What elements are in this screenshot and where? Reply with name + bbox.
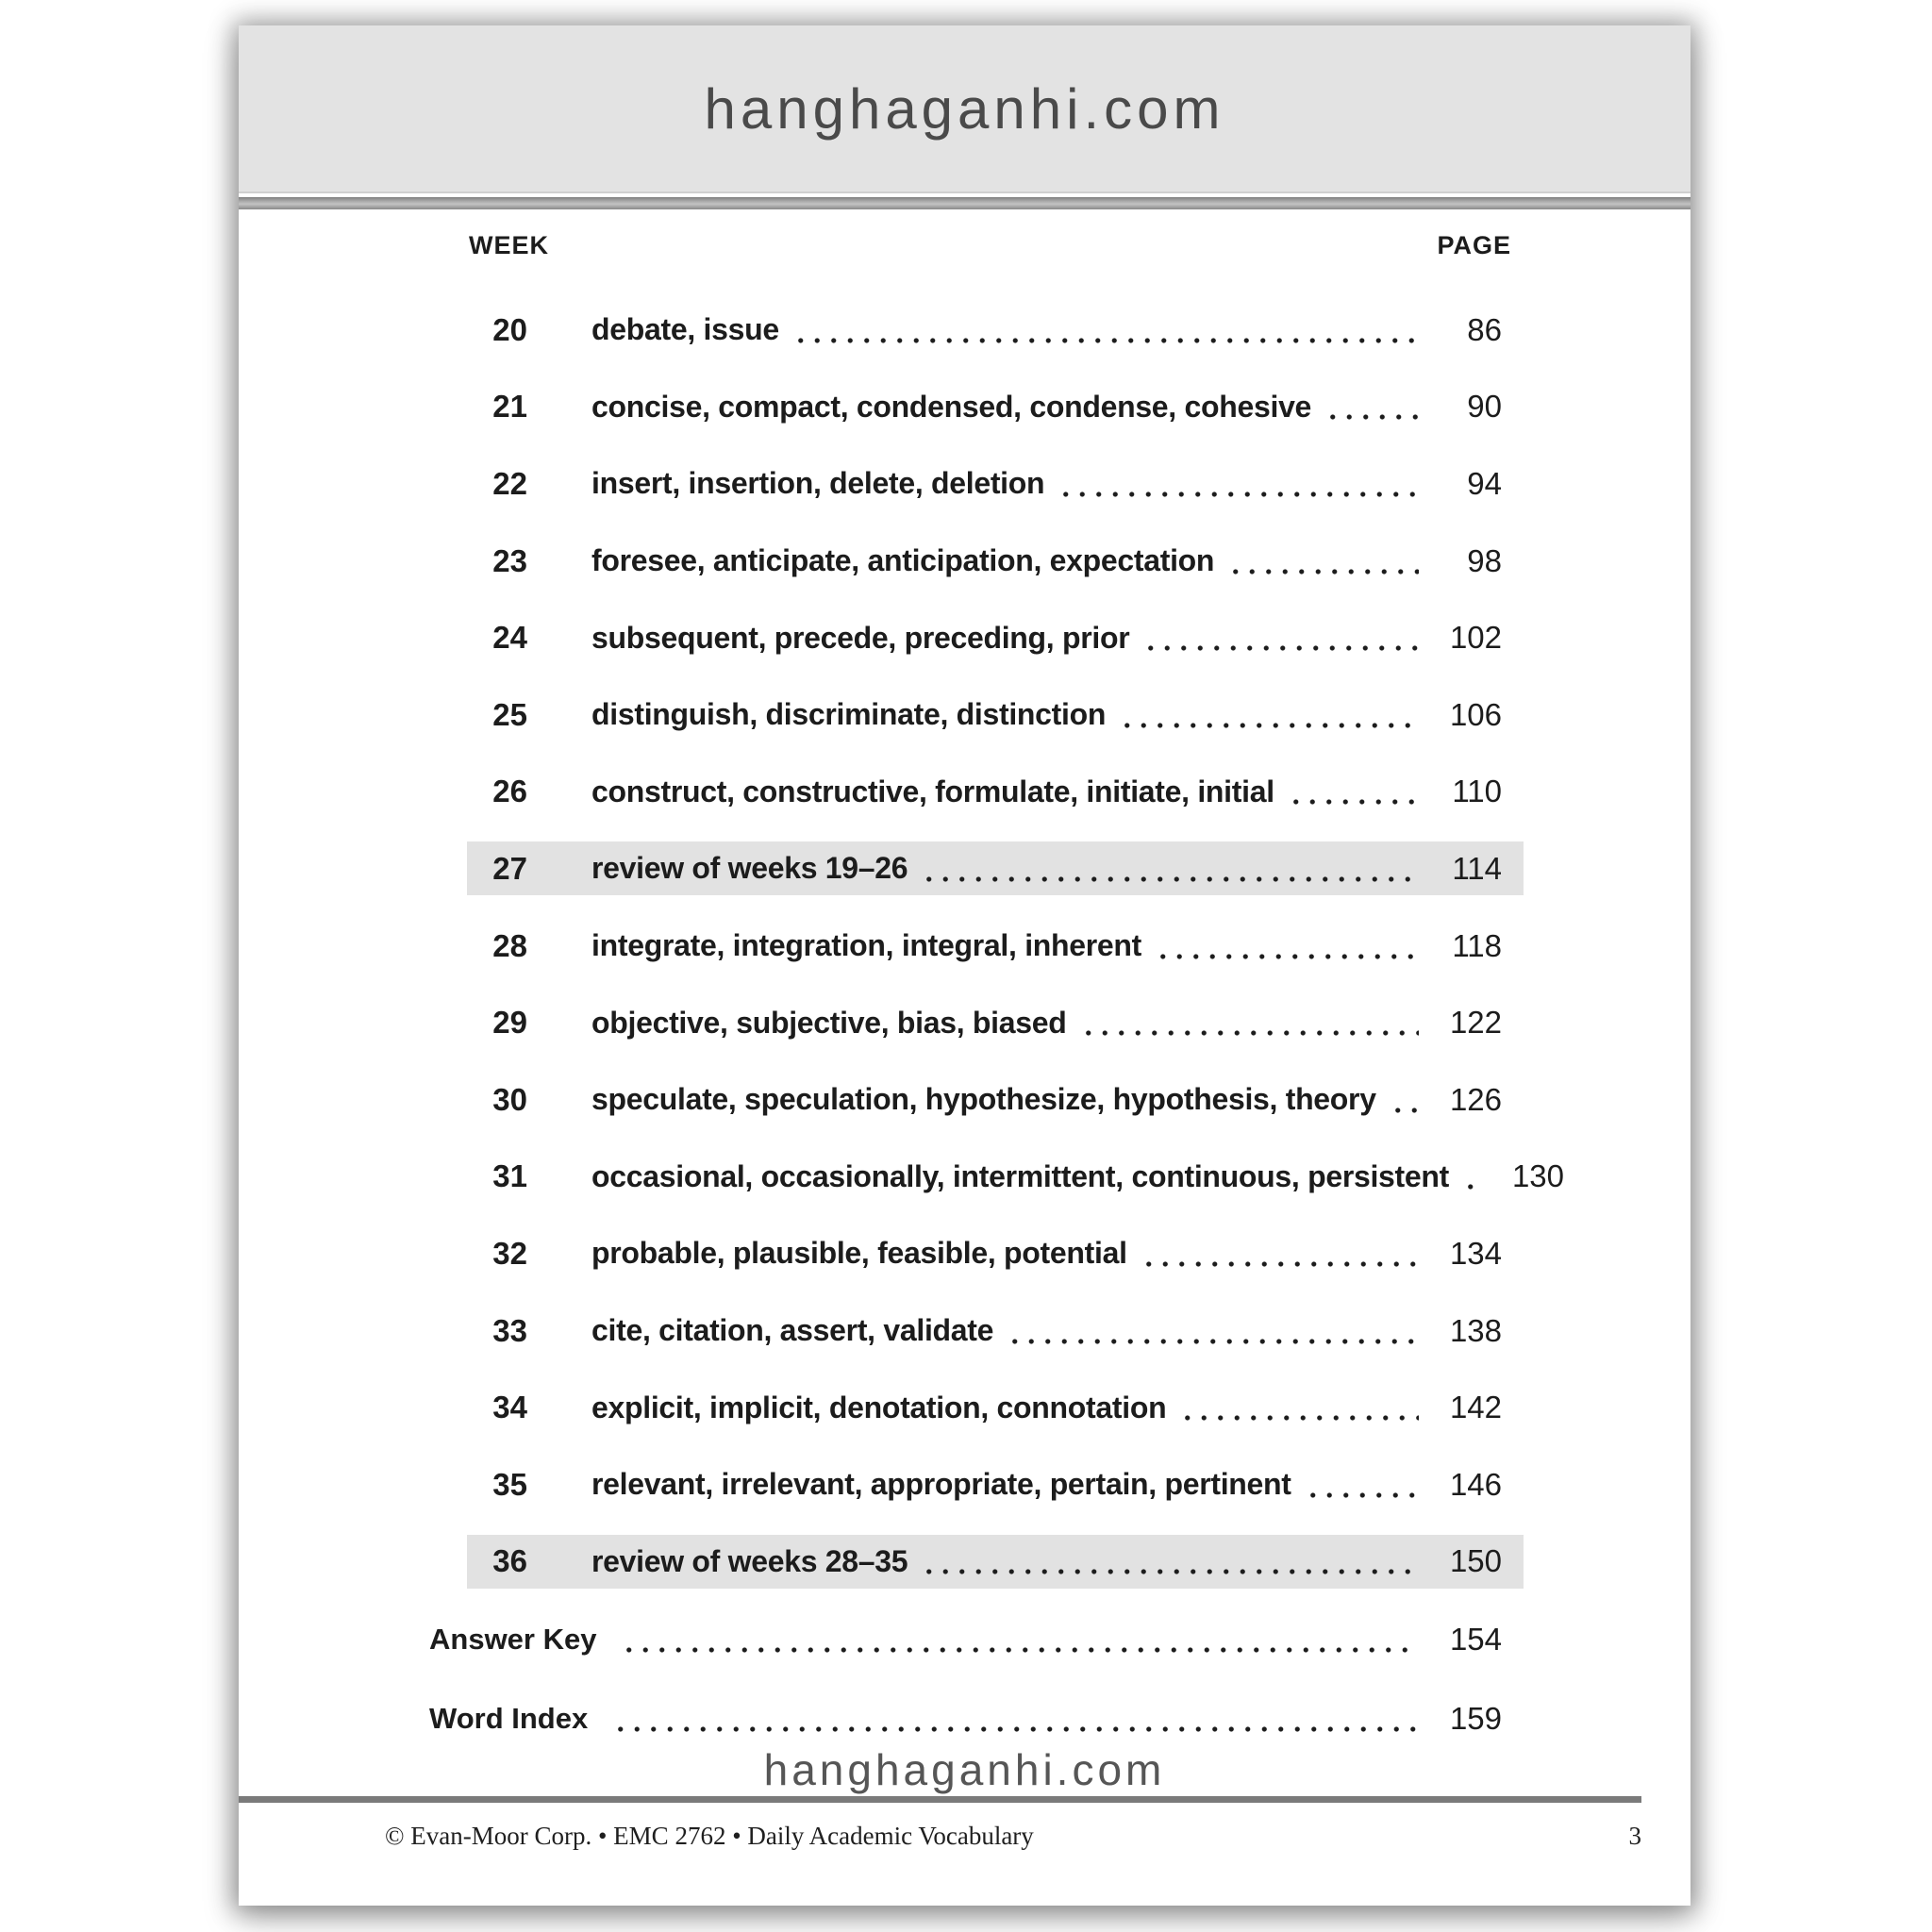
week-number: 20 — [492, 311, 527, 347]
row-title: construct, constructive, formulate, initiate, initial — [591, 774, 1274, 808]
row-title: cite, citation, assert, validate — [591, 1313, 994, 1348]
week-number: 34 — [492, 1390, 527, 1425]
dot-leader — [1305, 1492, 1419, 1498]
week-number: 31 — [492, 1158, 527, 1194]
week-number: 23 — [492, 542, 527, 578]
row-page: 126 — [1449, 1081, 1502, 1117]
row-title: explicit, implicit, denotation, connotation — [591, 1390, 1167, 1424]
header-divider-rule — [239, 197, 1690, 209]
table-of-contents — [239, 291, 1690, 1600]
toc-row — [239, 1446, 1690, 1524]
toc-row-band — [467, 1381, 1524, 1435]
toc-row-band — [467, 1457, 1524, 1511]
week-number: 21 — [492, 389, 527, 425]
toc-row — [239, 1369, 1690, 1446]
row-title: probable, plausible, feasible, potential — [591, 1236, 1127, 1271]
toc-extra-entries — [239, 1600, 1690, 1758]
toc-row-band — [467, 1226, 1524, 1280]
toc-row — [239, 676, 1690, 754]
dot-leader — [612, 1726, 1419, 1732]
toc-row-band — [467, 380, 1524, 434]
toc-row — [239, 984, 1690, 1061]
week-number: 27 — [492, 850, 527, 886]
row-title: objective, subjective, bias, biased — [591, 1005, 1067, 1040]
toc-row — [239, 1061, 1690, 1139]
dot-leader — [1080, 1030, 1420, 1036]
toc-row-band — [467, 1304, 1524, 1357]
dot-leader — [792, 338, 1419, 343]
toc-row — [239, 291, 1690, 369]
dot-leader — [1142, 645, 1419, 651]
toc-row — [239, 445, 1690, 523]
week-column-header: WEEK — [469, 231, 549, 259]
toc-row — [239, 754, 1690, 831]
dot-leader — [1462, 1184, 1481, 1190]
toc-row — [239, 599, 1690, 676]
page-footer — [385, 1822, 1641, 1851]
week-number: 25 — [492, 696, 527, 732]
row-title: speculate, speculation, hypothesize, hypothesis, theory — [591, 1082, 1376, 1117]
toc-extra-band — [429, 1622, 1524, 1657]
row-page: 138 — [1449, 1312, 1502, 1348]
week-number: 30 — [492, 1081, 527, 1117]
row-title: integrate, integration, integral, inherent — [591, 928, 1142, 963]
toc-extra-band — [429, 1701, 1524, 1737]
toc-row-band — [467, 1073, 1524, 1126]
week-number: 33 — [492, 1312, 527, 1348]
toc-row — [239, 1292, 1690, 1370]
row-page: 118 — [1452, 927, 1502, 963]
row-title: relevant, irrelevant, appropriate, pertain, pertinent — [591, 1467, 1291, 1502]
footer-divider-rule — [239, 1796, 1641, 1803]
dot-leader — [1007, 1339, 1419, 1344]
row-page: 130 — [1511, 1158, 1565, 1194]
row-page: 134 — [1449, 1235, 1502, 1271]
row-title: review of weeks 28–35 — [591, 1543, 908, 1578]
dot-leader — [921, 876, 1419, 882]
week-number: 35 — [492, 1466, 527, 1502]
week-number: 28 — [492, 927, 527, 963]
row-page: 94 — [1467, 465, 1502, 501]
week-number: 29 — [492, 1005, 527, 1041]
copyright-text: © Evan-Moor Corp. • EMC 2762 • Daily Academic Vocabulary — [385, 1822, 1034, 1850]
page-number: 3 — [1628, 1822, 1641, 1850]
row-title: review of weeks 19–26 — [591, 851, 908, 886]
row-title: distinguish, discriminate, distinction — [591, 697, 1107, 732]
header-watermark-band — [239, 25, 1690, 193]
week-number: 22 — [492, 465, 527, 501]
toc-row — [239, 1139, 1690, 1216]
dot-leader — [921, 1569, 1419, 1574]
toc-row — [239, 908, 1690, 985]
row-page: 146 — [1449, 1466, 1502, 1502]
row-page: 110 — [1452, 774, 1502, 809]
toc-row-band — [467, 534, 1524, 588]
dot-leader — [1288, 799, 1419, 805]
dot-leader — [1227, 569, 1419, 575]
toc-row — [239, 1215, 1690, 1292]
toc-row-band — [467, 765, 1524, 819]
row-title: debate, issue — [591, 312, 779, 347]
week-number: 32 — [492, 1235, 527, 1271]
week-number: 26 — [492, 774, 527, 809]
toc-row — [239, 523, 1690, 600]
dot-leader — [1324, 414, 1419, 420]
row-title: insert, insertion, delete, deletion — [591, 466, 1045, 501]
toc-row-band — [467, 919, 1524, 973]
dot-leader — [1119, 723, 1419, 728]
toc-extra-row — [239, 1600, 1690, 1679]
row-page: 159 — [1449, 1701, 1502, 1736]
toc-row — [239, 1524, 1690, 1601]
dot-leader — [1179, 1415, 1419, 1421]
toc-row-band — [467, 303, 1524, 357]
toc-row-band — [467, 611, 1524, 665]
row-page: 114 — [1452, 850, 1502, 886]
row-page: 102 — [1449, 620, 1502, 656]
row-page: 86 — [1467, 311, 1502, 347]
toc-row — [239, 369, 1690, 446]
toc-row — [239, 830, 1690, 908]
row-page: 90 — [1467, 389, 1502, 425]
toc-row-band — [467, 688, 1524, 741]
row-page: 98 — [1467, 542, 1502, 578]
dot-leader — [1058, 491, 1419, 497]
dot-leader — [621, 1647, 1419, 1653]
row-page: 106 — [1449, 696, 1502, 732]
toc-row-band — [467, 1150, 1565, 1204]
watermark-top-text: hanghaganhi.com — [704, 76, 1225, 141]
row-title: subsequent, precede, preceding, prior — [591, 620, 1130, 655]
toc-column-headers — [469, 231, 1511, 260]
week-number: 24 — [492, 620, 527, 656]
dot-leader — [1141, 1261, 1419, 1267]
row-page: 150 — [1449, 1543, 1502, 1579]
row-page: 122 — [1449, 1005, 1502, 1041]
row-page: 154 — [1449, 1622, 1502, 1657]
dot-leader — [1155, 954, 1419, 959]
row-page: 142 — [1449, 1390, 1502, 1425]
toc-row-band — [467, 996, 1524, 1050]
row-title: occasional, occasionally, intermittent, continuous, persistent — [591, 1158, 1450, 1193]
extra-label: Answer Key — [429, 1623, 597, 1656]
page-column-header: PAGE — [1437, 231, 1511, 259]
week-number: 36 — [492, 1543, 527, 1579]
toc-row-band — [467, 841, 1524, 895]
row-title: foresee, anticipate, anticipation, expectation — [591, 543, 1215, 578]
row-title: concise, compact, condensed, condense, cohesive — [591, 389, 1312, 424]
book-page — [239, 25, 1690, 1906]
dot-leader — [1390, 1108, 1419, 1113]
toc-row-band — [467, 1535, 1524, 1589]
extra-label: Word Index — [429, 1702, 589, 1735]
toc-row-band — [467, 457, 1524, 510]
watermark-bottom-text: hanghaganhi.com — [763, 1745, 1166, 1794]
